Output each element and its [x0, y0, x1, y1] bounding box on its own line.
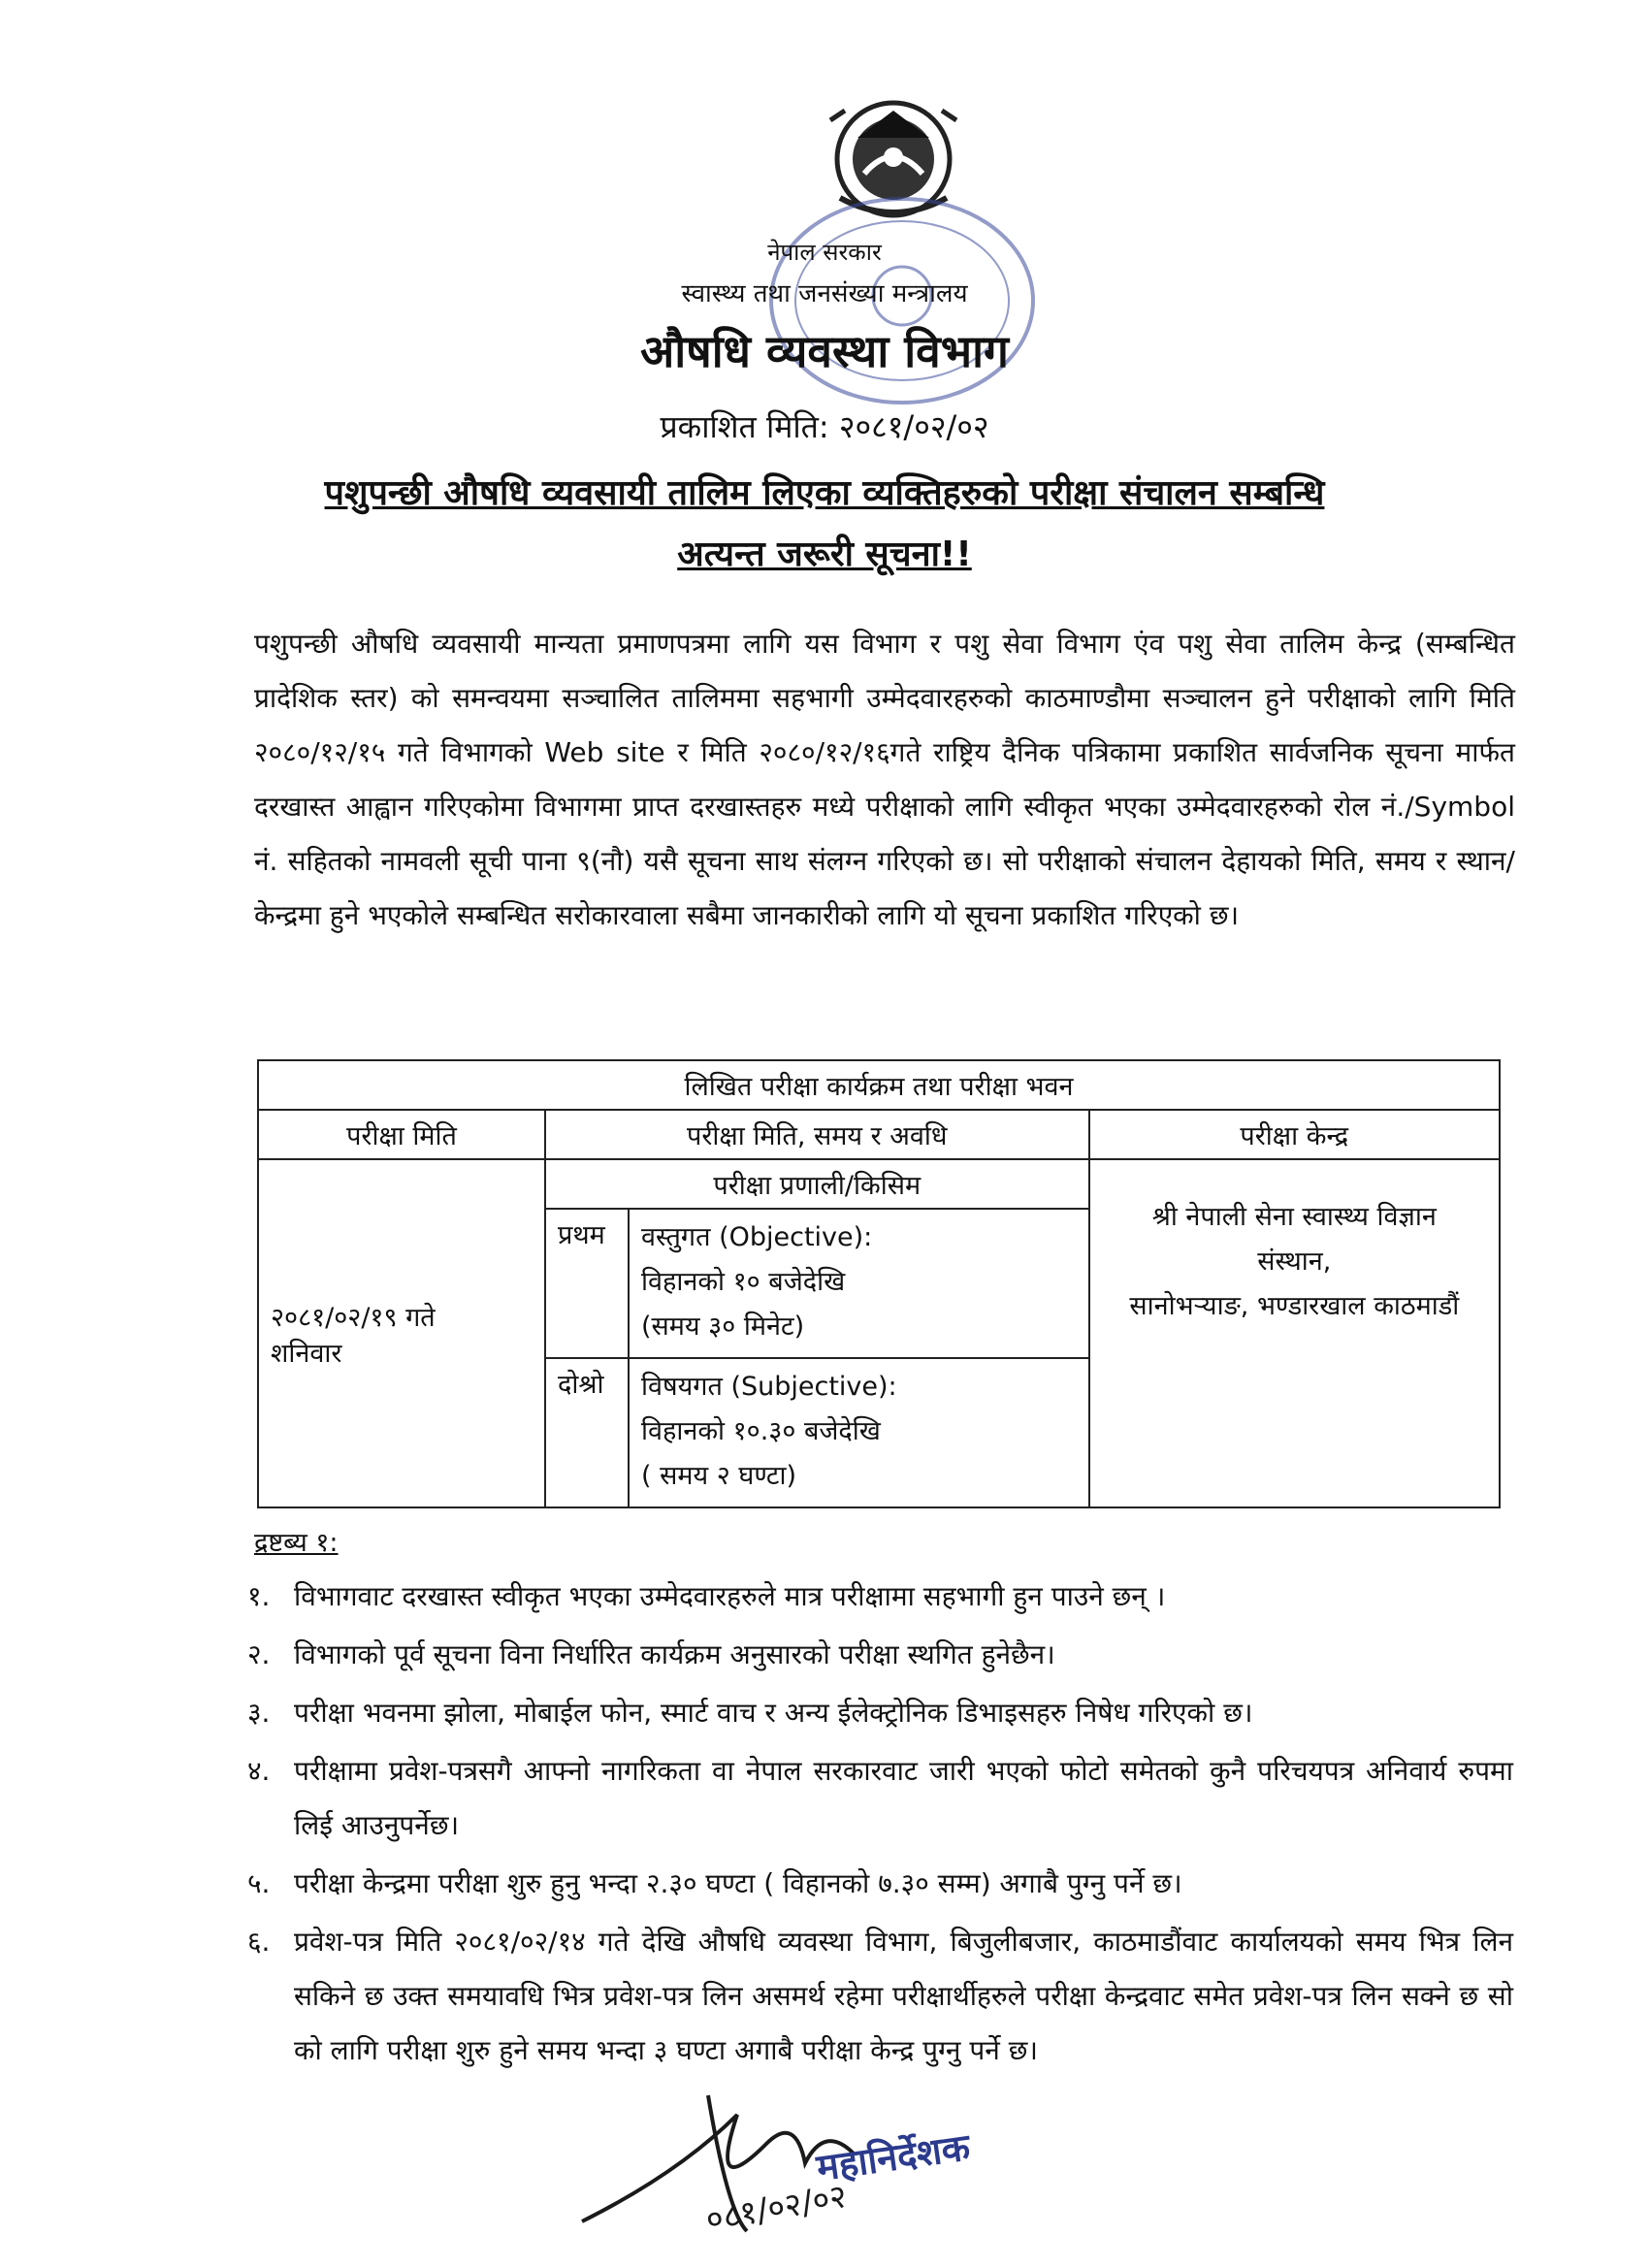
notes-heading: द्रष्टब्य १:: [254, 1528, 339, 1558]
header-exam-date: परीक्षा मिति: [258, 1110, 545, 1159]
first-paper-type: वस्तुगत (Objective):: [641, 1222, 873, 1252]
note-item: [247, 1744, 1513, 1853]
second-paper-label: दोश्रो: [545, 1358, 629, 1507]
exam-center-cell: [1089, 1159, 1500, 1507]
center-line3: सानोभऱ्याङ, भण्डारखाल काठमाडौं: [1129, 1291, 1460, 1321]
exam-system-subheader: परीक्षा प्रणाली/किसिम: [545, 1159, 1089, 1209]
notes-list: [247, 1570, 1513, 2082]
header-exam-center: परीक्षा केन्द्र: [1089, 1110, 1500, 1159]
first-paper-details: [629, 1209, 1089, 1358]
first-paper-time: विहानको १० बजेदेखि: [641, 1267, 846, 1297]
second-paper-type: विषयगत (Subjective):: [641, 1372, 897, 1402]
note-number: २.: [247, 1638, 271, 1670]
exam-day: शनिवार: [271, 1338, 342, 1369]
ministry-name: स्वास्थ्य तथा जनसंख्या मन्त्रालय: [681, 279, 968, 308]
center-line2: संस्थान,: [1257, 1247, 1332, 1277]
exam-schedule-table: [257, 1059, 1501, 1508]
note-number: ५.: [247, 1867, 271, 1899]
note-text: परीक्षा केन्द्रमा परीक्षा शुरु हुनु भन्दा २.३० घण्टा ( विहानको ७.३० सम्म) अगाबै पुग्नु पर्ने छ।: [294, 1867, 1182, 1899]
notice-title-line1: पशुपन्छी औषधि व्यवसायी तालिम लिएका व्यक्तिहरुको परीक्षा संचालन सम्बन्धि: [324, 473, 1325, 513]
schedule-caption: लिखित परीक्षा कार्यक्रम तथा परीक्षा भवन: [258, 1060, 1500, 1110]
note-number: ३.: [247, 1697, 271, 1729]
second-paper-duration: ( समय २ घण्टा): [641, 1461, 796, 1491]
note-item: [247, 1857, 1513, 1911]
first-paper-label: प्रथम: [545, 1209, 629, 1358]
note-item: [247, 1570, 1513, 1624]
note-number: ४.: [247, 1755, 271, 1787]
exam-date: २०८१/०२/१९ गते: [271, 1302, 436, 1333]
note-item: [247, 1628, 1513, 1682]
notice-title-line2: अत्यन्त जरूरी सूचना!!: [677, 535, 972, 574]
note-item: [247, 1686, 1513, 1740]
signature-date: ०८१/०२/०२: [702, 2177, 851, 2240]
notice-body: पशुपन्छी औषधि व्यवसायी मान्यता प्रमाणपत्रमा लागि यस विभाग र पशु सेवा विभाग एंव पशु सेवा तालिम केन्द्र (सम्बन्धित प्रादेशिक स्तर) को समन्वयमा सञ्चालित तालिममा सहभागी उम्मेदवारहरुको काठमाण्डौमा सञ्चालन हुने परीक्षाको लागि मिति २०८०/१२/१५ गते विभागको Web site र मिति २०८०/१२/१६गते राष्ट्रिय दैनिक पत्रिकामा प्रकाशित सार्वजनिक सूचना मार्फत दरखास्त आह्वान गरिएकोमा विभागमा प्राप्त दरखास्तहरु मध्ये परीक्षाको लागि स्वीकृत भएका उम्मेदवारहरुको रोल नं./Symbol नं. सहितको नामवली सूची पाना ९(नौ) यसै सूचना साथ संलग्न गरिएको छ। सो परीक्षाको संचालन देहायको मिति, समय र स्थान/केन्द्रमा हुने भएकोले सम्बन्धित सरोकारवाला सबैमा जानकारीको लागि यो सूचना प्रकाशित गरिएको छ।: [254, 628, 1515, 931]
note-text: विभागको पूर्व सूचना विना निर्धारित कार्यक्रम अनुसारको परीक्षा स्थगित हुनेछैन।: [294, 1638, 1055, 1670]
note-text: परीक्षा भवनमा झोला, मोबाईल फोन, स्मार्ट वाच र अन्य ईलेक्ट्रोनिक डिभाइसहरु निषेध गरिएको छ।: [294, 1697, 1253, 1729]
note-text: विभागवाट दरखास्त स्वीकृत भएका उम्मेदवारहरुले मात्र परीक्षामा सहभागी हुन पाउने छन् ।: [294, 1580, 1166, 1612]
first-paper-duration: (समय ३० मिनेट): [641, 1312, 805, 1342]
center-line1: श्री नेपाली सेना स्वास्थ्य विज्ञान: [1151, 1202, 1437, 1232]
note-number: ६.: [247, 1926, 271, 1958]
department-name: औषधि व्यवस्था विभाग: [640, 325, 1009, 377]
second-paper-time: विहानको १०.३० बजेदेखि: [641, 1416, 881, 1446]
published-date: प्रकाशित मिति: २०८१/०२/०२: [660, 408, 989, 445]
note-text: प्रवेश-पत्र मिति २०८१/०२/१४ गते देखि औषधि व्यवस्था विभाग, बिजुलीबजार, काठमाडौंवाट कार्यालयको समय भित्र लिन सकिने छ उक्त समयावधि भित्र प्रवेश-पत्र लिन असमर्थ रहेमा परीक्षार्थीहरुले परीक्षा केन्द्रवाट समेत प्रवेश-पत्र लिन सक्ने छ सो को लागि परीक्षा शुरु हुने समय भन्दा ३ घण्टा अगाबै परीक्षा केन्द्र पुग्नु पर्ने छ।: [294, 1926, 1513, 2066]
note-number: १.: [247, 1580, 271, 1612]
signatory-title: महानिर्देशक: [814, 2125, 973, 2189]
exam-date-cell: [258, 1159, 545, 1507]
second-paper-details: [629, 1358, 1089, 1507]
note-text: परीक्षामा प्रवेश-पत्रसगै आफ्नो नागरिकता वा नेपाल सरकारवाट जारी भएको फोटो समेतको कुनै परिचयपत्र अनिवार्य रुपमा लिई आउनुपर्नेछ।: [294, 1755, 1513, 1841]
header-exam-time: परीक्षा मिति, समय र अवधि: [545, 1110, 1089, 1159]
note-item: [247, 1915, 1513, 2078]
government-name: नेपाल सरकार: [767, 239, 882, 266]
